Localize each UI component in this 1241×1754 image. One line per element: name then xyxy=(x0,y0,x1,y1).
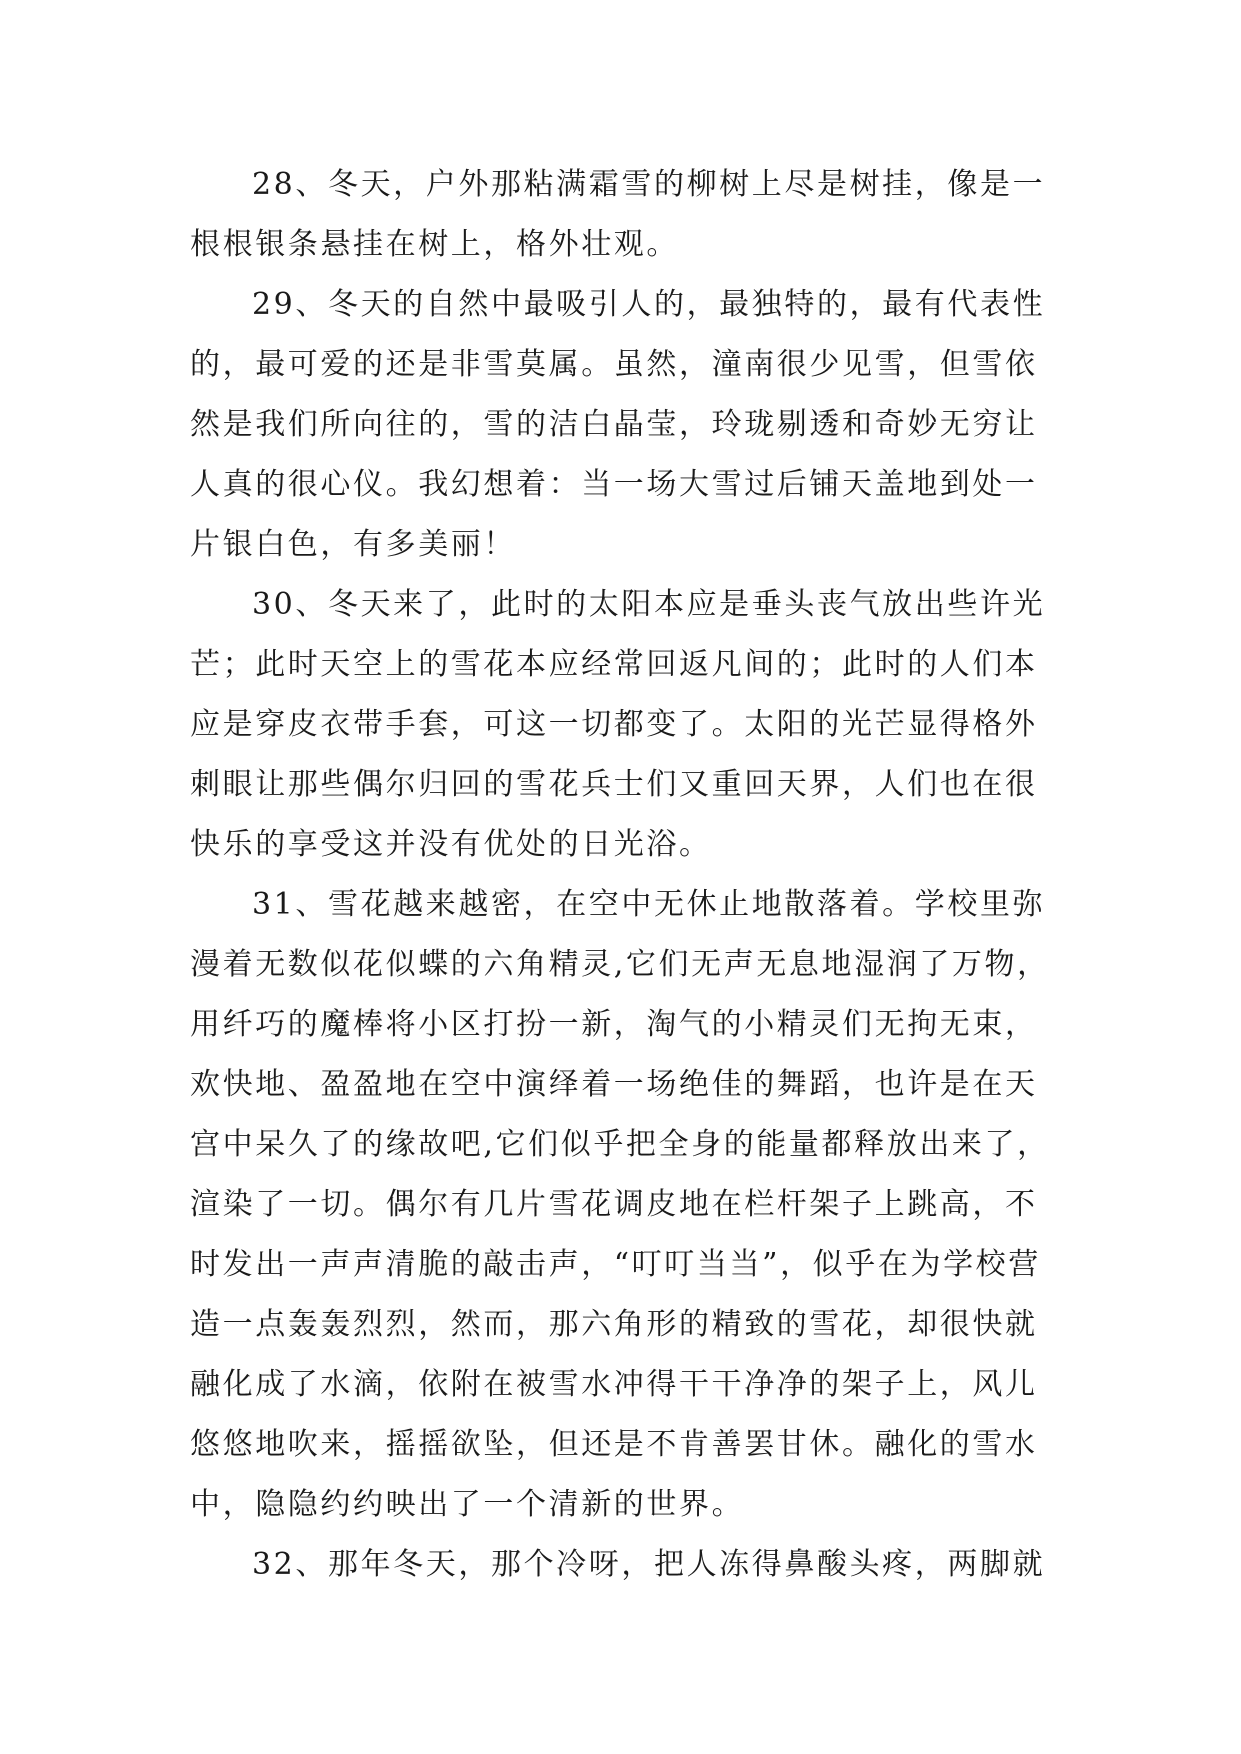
paragraph-line: 28、冬天，户外那粘满霜雪的柳树上尽是树挂，像是一 xyxy=(252,167,1046,202)
paragraph-32 xyxy=(190,1535,1050,1595)
paragraph-line: 片银白色，有多美丽！ xyxy=(190,527,516,562)
paragraph-line: 快乐的享受这并没有优处的日光浴。 xyxy=(190,827,712,862)
paragraph-line: 人真的很心仪。我幻想着：当一场大雪过后铺天盖地到处一 xyxy=(190,467,1038,502)
document-body xyxy=(190,155,1050,1595)
paragraph-line: 芒；此时天空上的雪花本应经常回返凡间的；此时的人们本 xyxy=(190,647,1038,682)
paragraph-line: 然是我们所向往的，雪的洁白晶莹，玲珑剔透和奇妙无穷让 xyxy=(190,407,1038,442)
paragraph-line: 漫着无数似花似蝶的六角精灵,它们无声无息地湿润了万物， xyxy=(190,947,1050,982)
paragraph-line: 应是穿皮衣带手套，可这一切都变了。太阳的光芒显得格外 xyxy=(190,707,1038,742)
paragraph-line: 32、那年冬天，那个冷呀，把人冻得鼻酸头疼，两脚就 xyxy=(252,1547,1046,1582)
paragraph-line: 时发出一声声清脆的敲击声，“叮叮当当”，似乎在为学校营 xyxy=(190,1247,1041,1282)
paragraph-28 xyxy=(190,155,1050,275)
paragraph-line: 渲染了一切。偶尔有几片雪花调皮地在栏杆架子上跳高，不 xyxy=(190,1187,1038,1222)
paragraph-line: 29、冬天的自然中最吸引人的，最独特的，最有代表性 xyxy=(252,287,1046,322)
paragraph-line: 欢快地、盈盈地在空中演绎着一场绝佳的舞蹈，也许是在天 xyxy=(190,1067,1038,1102)
paragraph-line: 悠悠地吹来，摇摇欲坠，但还是不肯善罢甘休。融化的雪水 xyxy=(190,1427,1038,1462)
paragraph-line: 造一点轰轰烈烈，然而，那六角形的精致的雪花，却很快就 xyxy=(190,1307,1038,1342)
paragraph-line: 31、雪花越来越密，在空中无休止地散落着。学校里弥 xyxy=(252,887,1046,922)
paragraph-line: 的，最可爱的还是非雪莫属。虽然，潼南很少见雪，但雪依 xyxy=(190,347,1038,382)
paragraph-line: 刺眼让那些偶尔归回的雪花兵士们又重回天界，人们也在很 xyxy=(190,767,1038,802)
paragraph-line: 融化成了水滴，依附在被雪水冲得干干净净的架子上，风儿 xyxy=(190,1367,1038,1402)
paragraph-line: 用纤巧的魔棒将小区打扮一新，淘气的小精灵们无拘无束， xyxy=(190,1007,1038,1042)
paragraph-31 xyxy=(190,875,1050,1535)
paragraph-30 xyxy=(190,575,1050,875)
paragraph-line: 根根银条悬挂在树上，格外壮观。 xyxy=(190,227,679,262)
paragraph-line: 中，隐隐约约映出了一个清新的世界。 xyxy=(190,1487,745,1522)
paragraph-line: 宫中呆久了的缘故吧,它们似乎把全身的能量都释放出来了， xyxy=(190,1127,1050,1162)
paragraph-line: 30、冬天来了，此时的太阳本应是垂头丧气放出些许光 xyxy=(252,587,1046,622)
paragraph-29 xyxy=(190,275,1050,575)
